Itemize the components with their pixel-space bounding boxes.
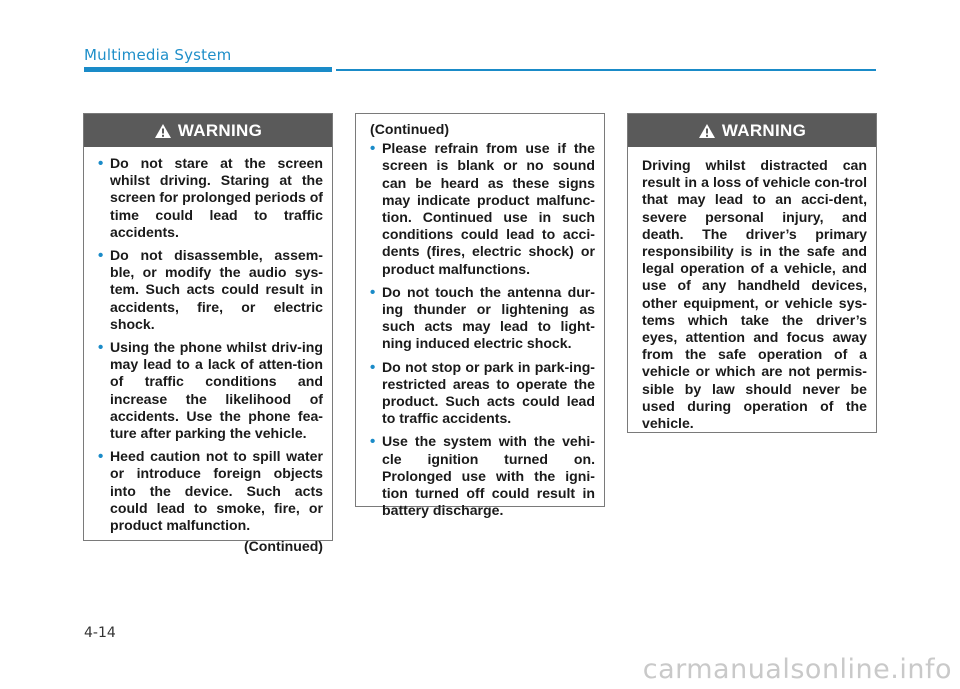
warning-header — [84, 114, 332, 147]
warning-header-label: WARNING — [721, 120, 807, 140]
warning-text: Driving whilst distracted can result in a loss of vehicle con-trol that may lead to an acci-dent, severe personal injury, and death. The driver’s primary responsibility is in the safe and legal operation of a vehicle, and use of any handheld devices, other equipment, or vehicle sys-tems which take the driver’s eyes, attention and focus away from the safe operation of a vehicle or which are not permis-sible by law should never be used during operation of the vehicle. — [642, 157, 867, 432]
list-item: • Do not touch the antenna dur-ing thunder or lightening as such acts may lead to light-ning induced electric shock. — [370, 284, 595, 353]
warning-triangle-icon — [698, 123, 716, 139]
header-rule-thick — [84, 67, 332, 72]
list-item: • Do not stare at the screen whilst driving. Staring at the screen for prolonged periods of time could lead to traffic accidents. — [98, 155, 323, 241]
header-rule-thin — [336, 69, 876, 71]
section-title: Multimedia System — [84, 46, 232, 64]
warning-header — [628, 114, 876, 147]
list-item: • Do not disassemble, assem-ble, or modify the audio sys-tem. Such acts could result in accidents, fire, or electric shock. — [98, 247, 323, 333]
warning-box-left — [83, 113, 333, 555]
continued-label: (Continued) — [243, 538, 323, 555]
warning-box-middle — [355, 113, 605, 519]
watermark: carmanualsonline.info — [642, 654, 952, 685]
list-item: • Using the phone whilst driv-ing may lead to a lack of atten-tion of traffic conditions and increase the likelihood of accidents. Use the phone fea-ture after parking the vehicle. — [98, 339, 323, 442]
continued-label: (Continued) — [370, 121, 450, 137]
page-number: 4-14 — [84, 625, 116, 641]
list-item: • Please refrain from use if the screen is blank or no sound can be heard as these signs may indicate product malfunc-tion. Continued use in such conditions could lead to acci-dents (fires, electric shock) or product malfunctions. — [370, 140, 595, 278]
warning-box-right — [627, 113, 877, 433]
warning-triangle-icon — [154, 123, 172, 139]
warning-header-label: WARNING — [177, 120, 263, 140]
list-item: • Use the system with the vehi-cle ignition turned on. Prolonged use with the igni-tion turned off could result in battery discharge. — [370, 433, 595, 519]
list-item: • Do not stop or park in park-ing-restricted areas to operate the product. Such acts could lead to traffic accidents. — [370, 359, 595, 428]
list-item: • Heed caution not to spill water or introduce foreign objects into the device. Such acts could lead to smoke, fire, or product malfunction. — [98, 448, 323, 534]
